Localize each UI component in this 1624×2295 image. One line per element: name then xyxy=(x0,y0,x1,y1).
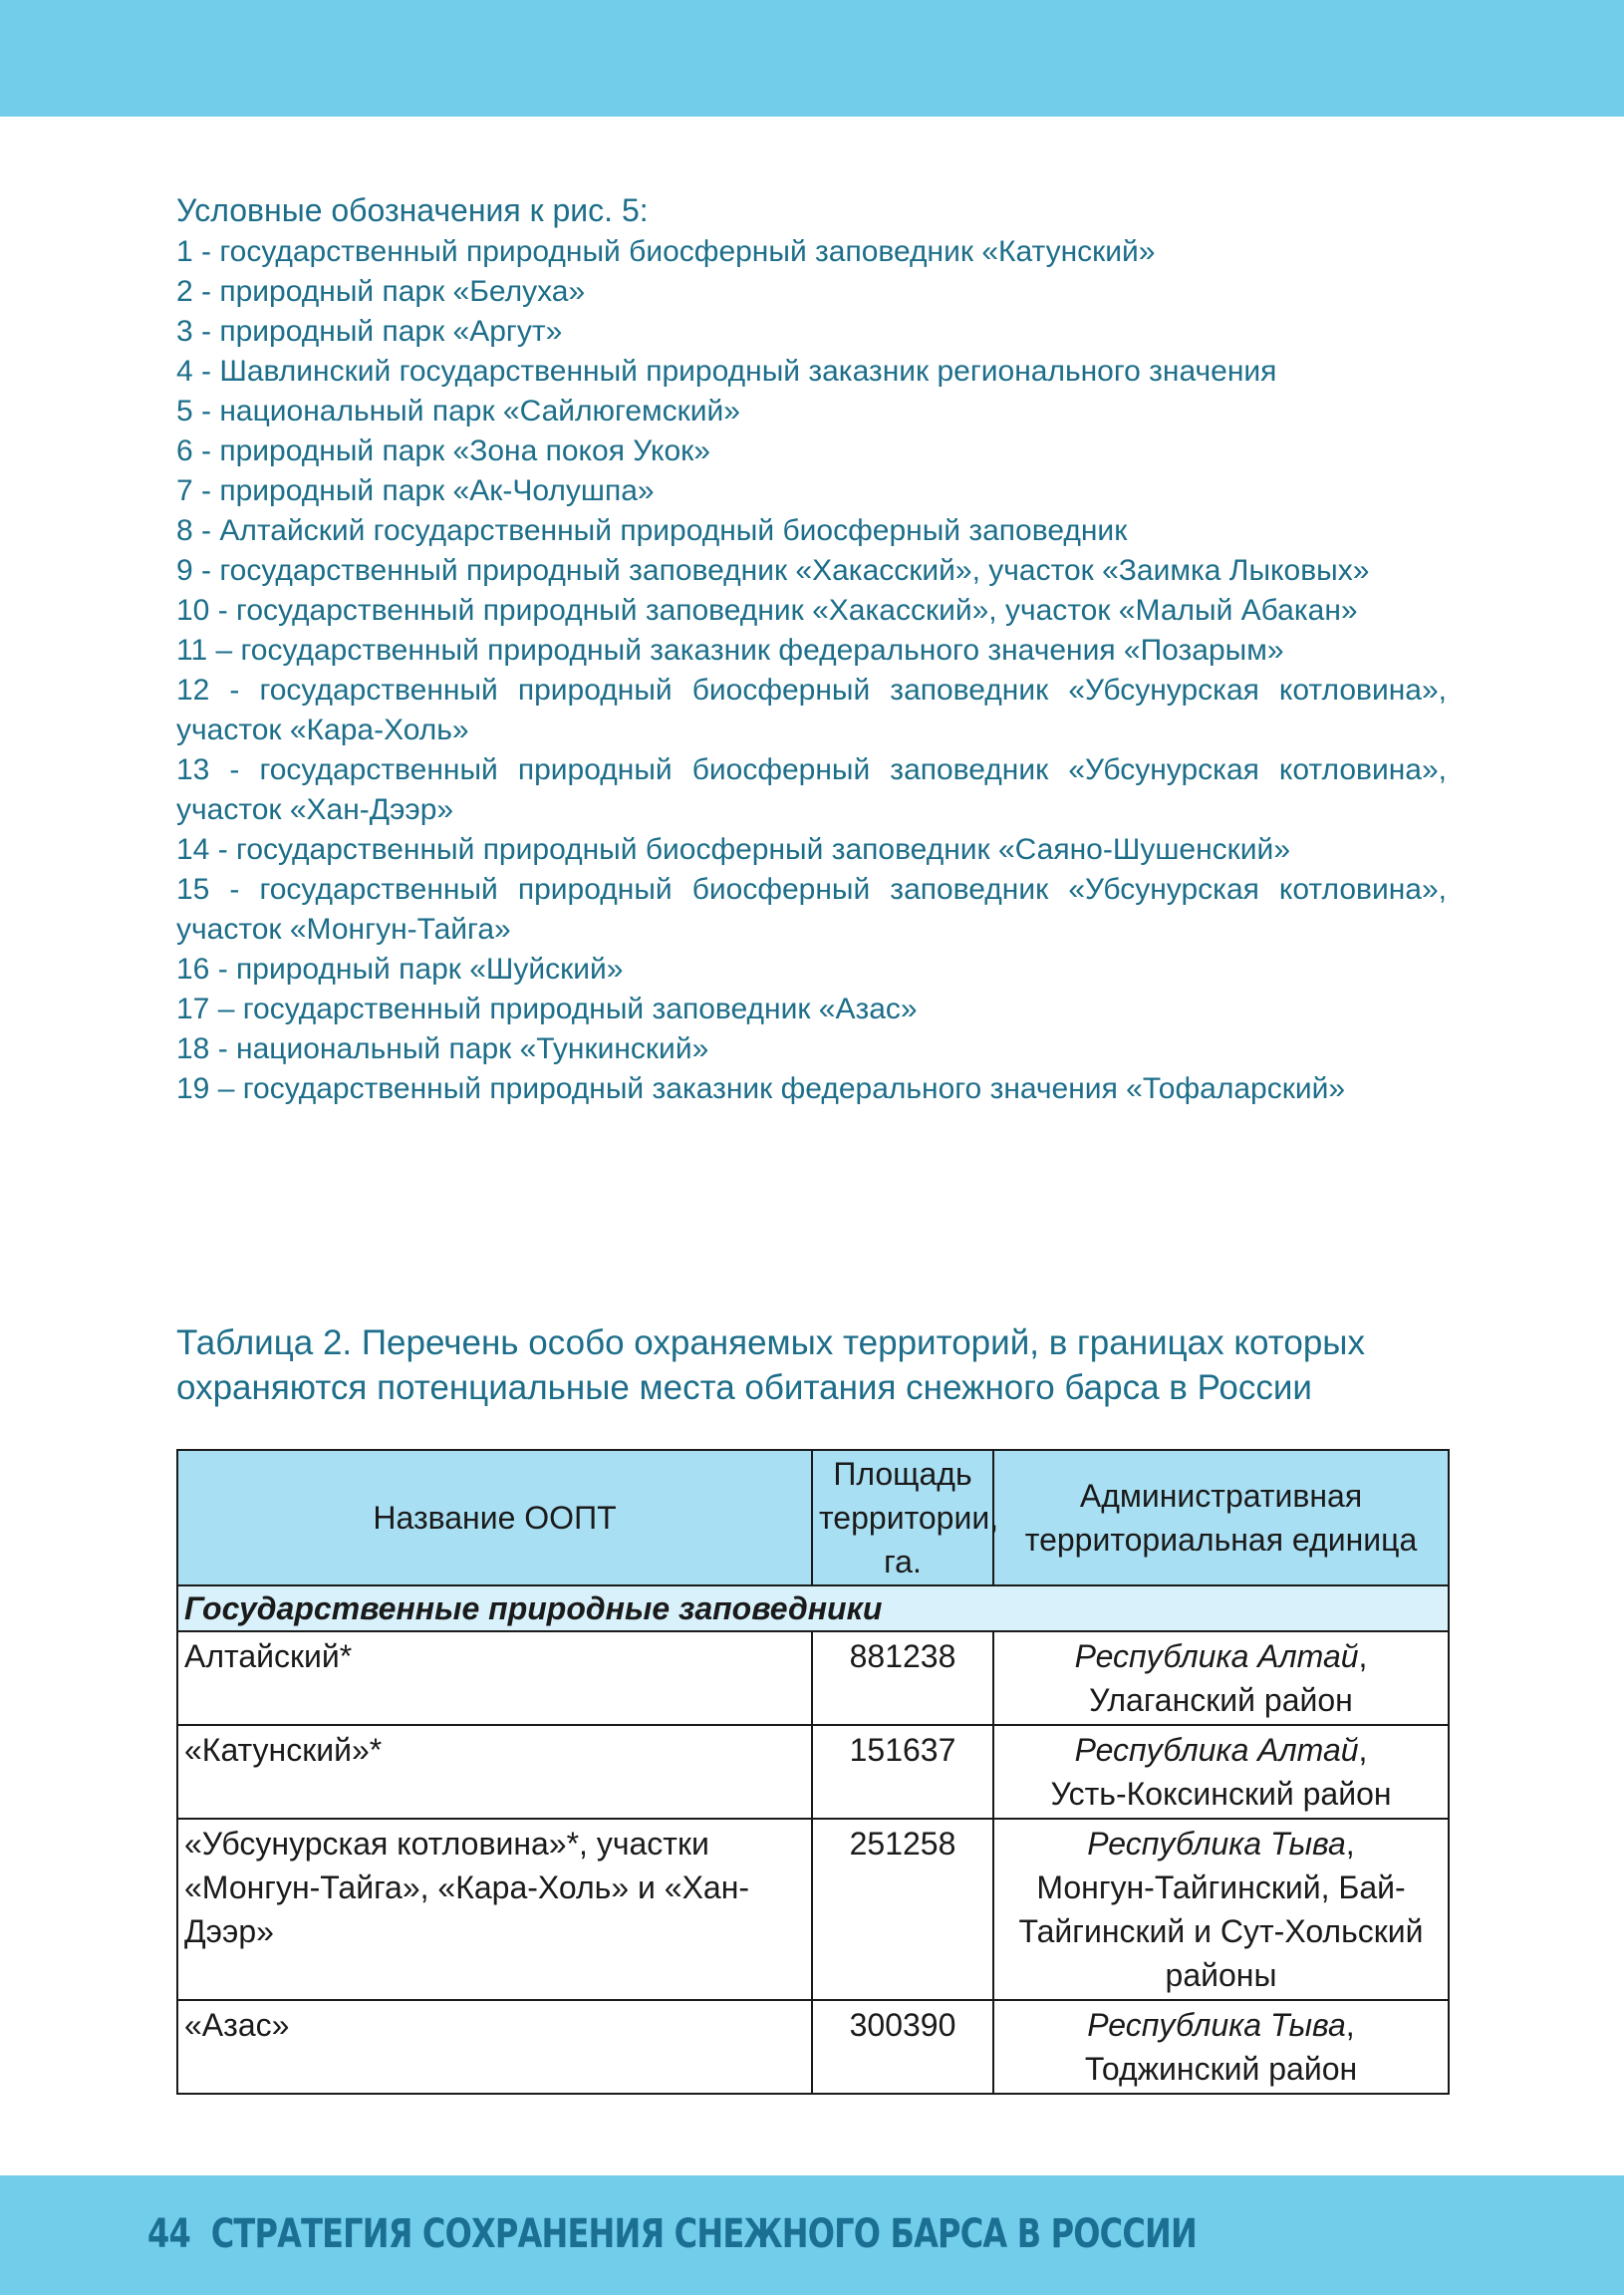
legend-item: 18 - национальный парк «Тункинский» xyxy=(176,1032,709,1065)
legend-item: 3 - природный парк «Аргут» xyxy=(176,315,563,348)
legend-title: Условные обозначения к рис. 5: xyxy=(176,192,649,228)
cell-district: Тоджинский район xyxy=(1084,2051,1358,2087)
cell-area: 251258 xyxy=(812,1819,993,2000)
legend-item: 8 - Алтайский государственный природный биосферный заповедник xyxy=(176,514,1128,547)
table-row xyxy=(177,1819,1449,2000)
legend-item: 15 - государственный природный биосферный заповедник «Убсунурская котловина», участок «Монгун-Тайга» xyxy=(176,873,1447,946)
legend-item: 12 - государственный природный биосферный заповедник «Убсунурская котловина», участок «Кара-Холь» xyxy=(176,674,1447,746)
cell-area: 300390 xyxy=(812,2000,993,2094)
figure-legend xyxy=(176,189,1447,1109)
legend-item: 14 - государственный природный биосферный заповедник «Саяно-Шушенский» xyxy=(176,833,1290,866)
legend-item: 11 – государственный природный заказник федерального значения «Позарым» xyxy=(176,634,1284,667)
cell-region: Республика Тыва xyxy=(1087,1826,1346,1862)
table-row xyxy=(177,2000,1449,2094)
cell-area: 151637 xyxy=(812,1725,993,1819)
cell-region: Республика Алтай xyxy=(1074,1638,1359,1674)
header-name: Название ООПТ xyxy=(177,1450,812,1585)
legend-item: 2 - природный парк «Белуха» xyxy=(176,275,586,308)
legend-list xyxy=(176,232,1447,1109)
legend-item: 6 - природный парк «Зона покоя Укок» xyxy=(176,434,710,467)
legend-item: 5 - национальный парк «Сайлюгемский» xyxy=(176,395,740,428)
cell-district: Монгун-Тайгинский, Бай-Тайгинский и Сут-Хольский районы xyxy=(1018,1869,1424,1993)
legend-item: 13 - государственный природный биосферный заповедник «Убсунурская котловина», участок «Хан-Дээр» xyxy=(176,753,1447,826)
table-row xyxy=(177,1631,1449,1725)
legend-item: 10 - государственный природный заповедник «Хакасский», участок «Малый Абакан» xyxy=(176,594,1358,627)
cell-region: Республика Алтай xyxy=(1074,1732,1359,1768)
cell-admin: Республика Тыва, Монгун-Тайгинский, Бай-Тайгинский и Сут-Хольский районы xyxy=(993,1819,1449,2000)
page-number: 44 xyxy=(147,2211,190,2257)
section-title: Государственные природные заповедники xyxy=(177,1585,1449,1631)
cell-area: 881238 xyxy=(812,1631,993,1725)
cell-admin: Республика Алтай, Усть-Коксинский район xyxy=(993,1725,1449,1819)
footer-title: СТРАТЕГИЯ СОХРАНЕНИЯ СНЕЖНОГО БАРСА В РОССИИ xyxy=(210,2211,1198,2257)
table-caption: Таблица 2. Перечень особо охраняемых территорий, в границах которых охраняются потенциальные места обитания снежного барса в России xyxy=(176,1323,1365,1407)
cell-admin: Республика Алтай, Улаганский район xyxy=(993,1631,1449,1725)
footer xyxy=(147,2204,1197,2264)
cell-name: «Катунский»* xyxy=(177,1725,812,1819)
legend-item: 4 - Шавлинский государственный природный заказник регионального значения xyxy=(176,355,1277,388)
legend-item: 7 - природный парк «Ак-Чолушпа» xyxy=(176,474,655,507)
header-area: Площадь территории, га. xyxy=(812,1450,993,1585)
cell-admin: Республика Тыва, Тоджинский район xyxy=(993,2000,1449,2094)
table-header-row xyxy=(177,1450,1449,1585)
cell-name: «Азас» xyxy=(177,2000,812,2094)
table-section-row xyxy=(177,1585,1449,1631)
legend-item: 16 - природный парк «Шуйский» xyxy=(176,953,624,986)
header-admin: Административная территориальная единица xyxy=(993,1450,1449,1585)
cell-region: Республика Тыва xyxy=(1087,2007,1346,2043)
header-band xyxy=(0,0,1624,117)
legend-item: 17 – государственный природный заповедник «Азас» xyxy=(176,993,918,1025)
cell-district: Усть-Коксинский район xyxy=(1050,1776,1392,1812)
cell-name: «Убсунурская котловина»*, участки «Монгун-Тайга», «Кара-Холь» и «Хан-Дээр» xyxy=(177,1819,812,2000)
legend-item: 9 - государственный природный заповедник «Хакасский», участок «Заимка Лыковых» xyxy=(176,554,1370,587)
protected-areas-table xyxy=(176,1449,1450,2095)
table-row xyxy=(177,1725,1449,1819)
cell-district: Улаганский район xyxy=(1089,1682,1353,1718)
legend-item: 19 – государственный природный заказник федерального значения «Тофаларский» xyxy=(176,1072,1346,1105)
cell-name: Алтайский* xyxy=(177,1631,812,1725)
legend-item: 1 - государственный природный биосферный заповедник «Катунский» xyxy=(176,235,1156,268)
